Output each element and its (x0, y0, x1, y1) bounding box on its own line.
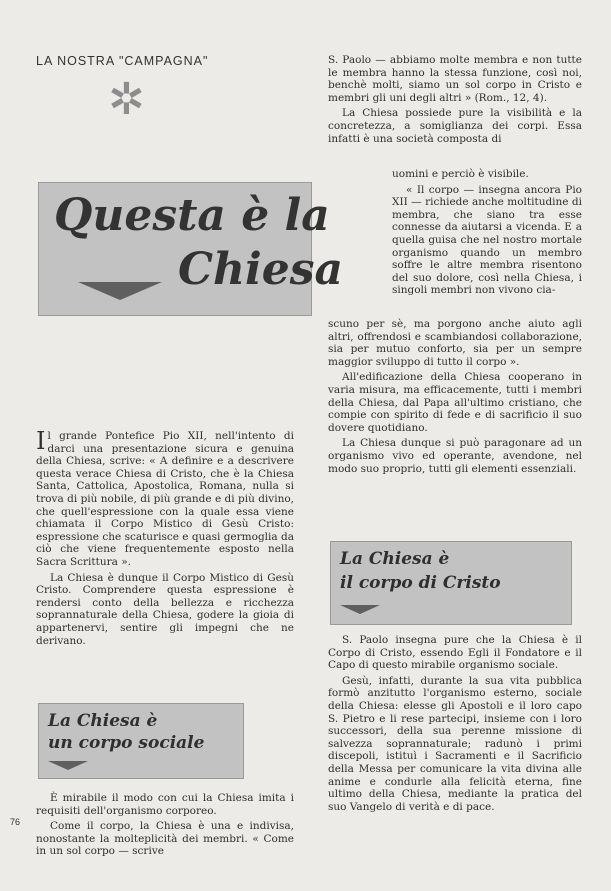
right-paragraph-7: La Chiesa dunque si può paragonare ad un organismo vivo ed operante, avendone, nel modo suo proprio, tutti gli elementi essenziali. (328, 437, 582, 475)
right-column-bottom (328, 318, 582, 478)
intro-paragraph-2: La Chiesa è dunque il Corpo Mistico di Gesù Cristo. Comprendere questa espressione è rendersi conto della bellezza e ricchezza soprannaturale della Chiesa, godere la gioia di appartenervi, sentire gli impegni che ne derivano. (36, 571, 294, 647)
right-paragraph-3: uomini e perciò è visibile. (392, 168, 529, 180)
right-paragraph-6: All'edificazione della Chiesa cooperano in varia misura, ma efficacemente, tutti i membri della Chiesa, dal Papa all'ultimo cristiano, che compie con spirito di fede e di sacrificio il suo dovere quotidiano. (328, 371, 582, 434)
subheading-2-line-1: La Chiesa è (340, 549, 450, 569)
right-column-top (328, 54, 582, 148)
right-paragraph-4: « Il corpo — insegna ancora Pio XII — richiede anche moltitudine di membra, che siano tra esse connesse da aiutarsi a vicenda. E a quella guisa che nel nostro mortale organismo quando un membro soffre le altre membra risentono del suo dolore, così nella Chiesa, i singoli membri non vivono cia- (392, 183, 582, 297)
section-1-paragraph-1: È mirabile il modo con cui la Chiesa imita i requisiti dell'organismo corporeo. (36, 792, 294, 817)
section-2-paragraph-1: S. Paolo insegna pure che la Chiesa è il Corpo di Cristo, essendo Egli il Fondatore e il Capo di questo mirabile organismo sociale. (328, 634, 582, 672)
section-2-paragraph-2: Gesù, infatti, durante la sua vita pubblica formò anzitutto l'organismo esterno, sociale della Chiesa: elesse gli Apostoli e il loro capo S. Pietro e li rese partecipi, insieme con i loro successori, della sua perenne missione di salvezza soprannaturale; radunò i primi discepoli, istituì i Sacramenti e il Sacrificio della Messa per comunicare la vita divina alle anime e condurle alla felicità eterna, fine ultimo della Chiesa, mediante la pratica del suo Vangelo di verità e di pace. (328, 674, 582, 813)
headline-line-1: Questa è la (54, 190, 330, 241)
right-paragraph-5: scuno per sè, ma porgono anche aiuto agli altri, offrendosi e scambiandosi collaborazione, sia per mutuo conforto, sia per un sempre maggior sviluppo di tutto il corpo ». (328, 318, 582, 368)
intro-text: l grande Pontefice Pio XII, nell'intento di darci una presentazione sicura e genuina della Chiesa, scrive: « A definire e a descrivere questa verace Chiesa di Cristo, che è la Chiesa Santa, Cattolica, Apostolica, Romana, nulla si trova di più nobile, di più grande e di più divino, che quell'espressione con la quale essa viene chiamata il Corpo Mistico di Gesù Cristo: espressione che scaturisce e quasi germoglia da ciò che viene frequentemente esposto nella Sacra Scrittura ». (36, 430, 294, 568)
subheading-2-arrow-icon (340, 605, 380, 614)
section-1-paragraph-2: Come il corpo, la Chiesa è una e indivisa, nonostante la molteplicità dei membri. « Come in un sol corpo — scrive (36, 820, 294, 858)
intro-column (36, 427, 294, 650)
page-number: 76 (10, 817, 21, 827)
subheading-1-arrow-icon (48, 761, 88, 770)
subheading-box-corpo-sociale (38, 703, 244, 779)
headline-box (38, 182, 343, 316)
section-2-column (328, 634, 582, 816)
subheading-2-line-2: il corpo di Cristo (340, 573, 501, 593)
drop-cap: I (36, 427, 46, 455)
subheading-box-corpo-di-cristo (330, 541, 572, 625)
right-paragraph-2: La Chiesa possiede pure la visibilità e la concretezza, a somiglianza dei corpi. Essa infatti è una società composta di (328, 107, 582, 145)
headline-line-2: Chiesa (178, 244, 343, 295)
right-column-inset (392, 168, 582, 300)
subheading-1-line-2: un corpo sociale (48, 733, 205, 753)
section-kicker: LA NOSTRA "CAMPAGNA" (36, 54, 209, 68)
headline-arrow-icon (78, 282, 162, 300)
subheading-1-line-1: La Chiesa è (48, 711, 158, 731)
section-1-column (36, 792, 294, 861)
right-paragraph-1: S. Paolo — abbiamo molte membra e non tutte le membra hanno la stessa funzione, così noi, benchè molti, siamo un sol corpo in Cristo e membri gli uni degli altri » (Rom., 12, 4). (328, 54, 582, 104)
intro-paragraph (36, 427, 294, 569)
asterisk-ornament-icon: ✲ (108, 74, 145, 125)
